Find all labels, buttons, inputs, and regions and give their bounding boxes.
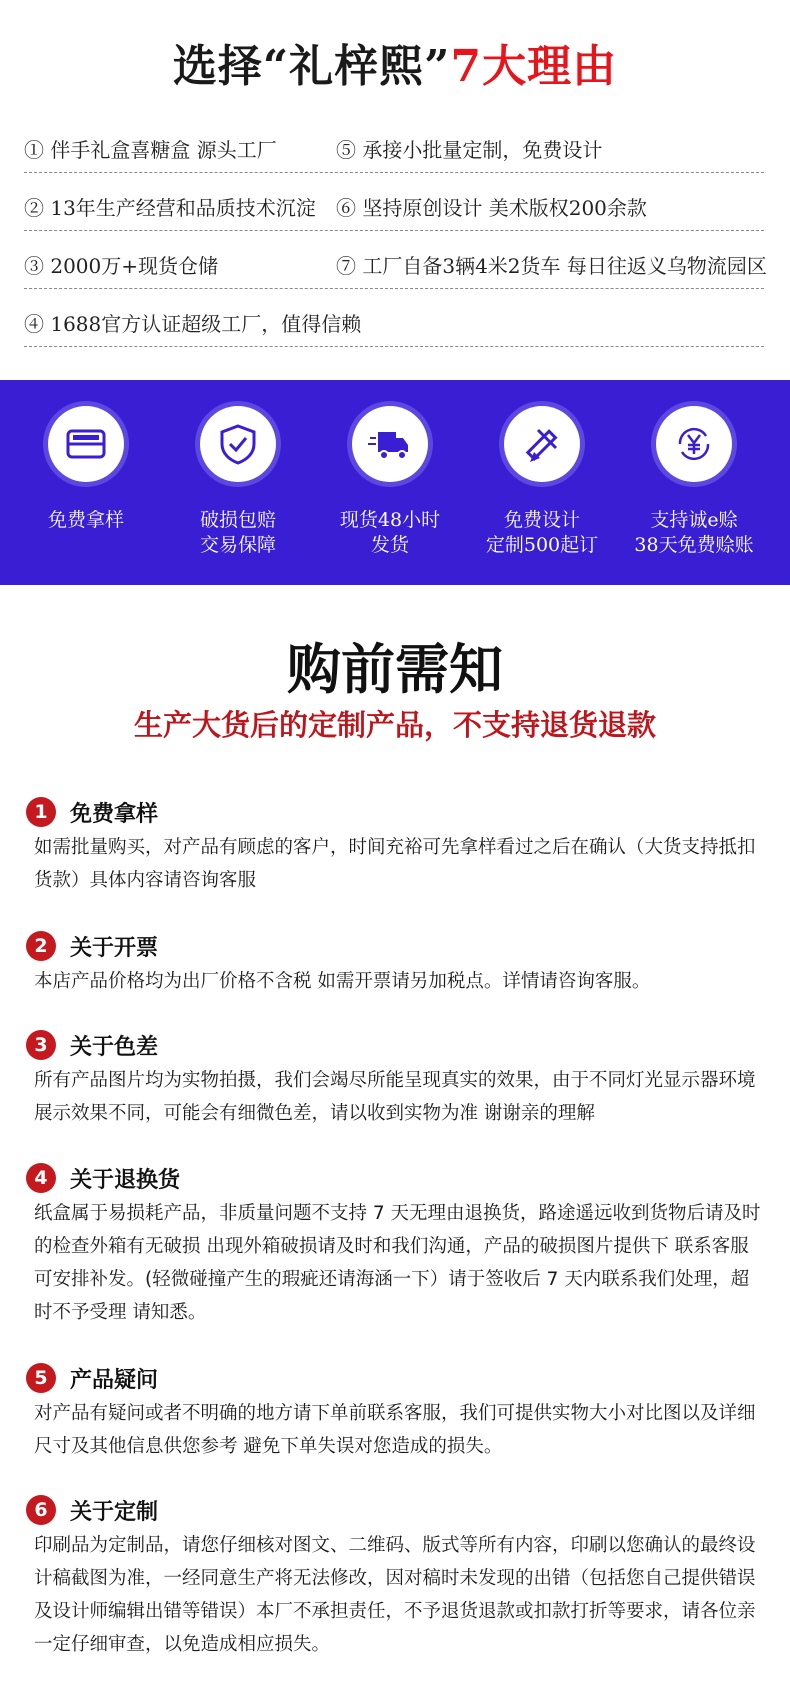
feature-damage-guarantee bbox=[162, 406, 314, 558]
reasons-title bbox=[0, 30, 790, 94]
yuan-cycle-icon bbox=[656, 406, 732, 482]
notice-item-color-diff bbox=[26, 1028, 766, 1130]
reasons-section bbox=[0, 0, 790, 380]
reason-7: ⑦ 工厂自备3辆4米2货车 每日往返义乌物流园区 bbox=[336, 254, 767, 278]
item-title: 关于定制 bbox=[70, 1499, 159, 1525]
notice-item-questions bbox=[26, 1361, 766, 1463]
item-number-badge: 5 bbox=[26, 1363, 56, 1393]
item-title: 关于退换货 bbox=[70, 1167, 181, 1193]
item-number-badge: 6 bbox=[26, 1495, 56, 1525]
item-body: 对产品有疑问或者不明确的地方请下单前联系客服，我们可提供实物大小对比图以及详细尺寸及其他信息供您参考 避免下单失误对您造成的损失。 bbox=[34, 1403, 756, 1457]
item-number-badge: 4 bbox=[26, 1163, 56, 1193]
item-body: 所有产品图片均为实物拍摄，我们会竭尽所能呈现真实的效果，由于不同灯光显示器环境展示效果不同，可能会有细微色差，请以收到实物为准 谢谢亲的理解 bbox=[34, 1070, 756, 1124]
reason-row-3 bbox=[24, 240, 767, 289]
reasons-title-main: 选择“礼梓熙” bbox=[172, 41, 451, 92]
notice-subtitle: 生产大货后的定制产品，不支持退货退款 bbox=[133, 708, 656, 742]
reason-row-4 bbox=[24, 298, 764, 347]
item-body: 印刷品为定制品，请您仔细核对图文、二维码、版式等所有内容，印刷以您确认的最终设计稿截图为准，一经同意生产将无法修改，因对稿时未发现的出错（包括您自己提供错误及设计师编辑出错等错误）本厂不承担责任，不予退货退款或扣款打折等要求，请各位亲一定仔细审查，以免造成相应损失。 bbox=[34, 1535, 756, 1655]
notice-title: 购前需知 bbox=[287, 638, 503, 701]
feature-label-line1: 破损包赔 bbox=[199, 509, 276, 531]
item-title: 免费拿样 bbox=[70, 801, 159, 827]
feature-label-line1: 支持诚e赊 bbox=[650, 509, 738, 531]
item-title: 关于开票 bbox=[70, 935, 159, 961]
item-number-badge: 2 bbox=[26, 931, 56, 961]
notice-section bbox=[0, 585, 790, 1690]
feature-label-line2: 交易保障 bbox=[199, 534, 276, 556]
reason-5: ⑤ 承接小批量定制，免费设计 bbox=[336, 138, 603, 162]
feature-label-line2: 38天免费赊账 bbox=[634, 534, 754, 556]
reason-4: ④ 1688官方认证超级工厂，值得信赖 bbox=[24, 312, 362, 336]
item-number-badge: 1 bbox=[26, 797, 56, 827]
reason-3: ③ 2000万+现货仓储 bbox=[24, 254, 219, 278]
feature-label-line2: 发货 bbox=[370, 534, 409, 556]
item-body: 本店产品价格均为出厂价格不含税 如需开票请另加税点。详情请咨询客服。 bbox=[34, 971, 651, 992]
item-title: 关于色差 bbox=[70, 1034, 159, 1060]
feature-free-design bbox=[466, 406, 618, 558]
reason-6: ⑥ 坚持原创设计 美术版权200余款 bbox=[336, 196, 647, 220]
card-icon bbox=[48, 406, 124, 482]
delivery-truck-icon bbox=[352, 406, 428, 482]
reason-row-1 bbox=[24, 124, 764, 173]
pencil-ruler-icon bbox=[504, 406, 580, 482]
item-number-badge: 3 bbox=[26, 1030, 56, 1060]
notice-item-returns bbox=[26, 1161, 766, 1329]
notice-item-customization bbox=[26, 1493, 766, 1661]
item-title: 产品疑问 bbox=[70, 1367, 159, 1393]
item-body: 纸盒属于易损耗产品，非质量问题不支持 7 天无理由退换货，路途遥远收到货物后请及时的检查外箱有无破损 出现外箱破损请及时和我们沟通，产品的破损图片提供下 联系客服可安排补发。(轻微碰撞产生的瑕疵还请海涵一下）请于签收后 7 天内联系我们处理，超时不予受理 请知悉。 bbox=[34, 1203, 761, 1323]
feature-credit-pay bbox=[618, 406, 770, 558]
feature-free-sample bbox=[10, 406, 162, 533]
feature-label-line1: 免费拿样 bbox=[47, 509, 124, 531]
shield-check-icon bbox=[200, 406, 276, 482]
feature-label-line1: 免费设计 bbox=[503, 509, 580, 531]
notice-item-free-sample bbox=[26, 795, 766, 897]
reason-2: ② 13年生产经营和品质技术沉淀 bbox=[24, 196, 316, 220]
notice-item-invoice bbox=[26, 929, 766, 998]
features-band bbox=[0, 380, 790, 585]
reasons-title-accent: 7大理由 bbox=[450, 41, 618, 92]
reason-row-2 bbox=[24, 182, 764, 231]
feature-label-line1: 现货48小时 bbox=[339, 509, 441, 531]
item-body: 如需批量购买，对产品有顾虑的客户，时间充裕可先拿样看过之后在确认（大货支持抵扣货款）具体内容请咨询客服 bbox=[34, 837, 756, 891]
feature-fast-shipping bbox=[314, 406, 466, 558]
feature-label-line2: 定制500起订 bbox=[485, 534, 599, 556]
reason-1: ① 伴手礼盒喜糖盒 源头工厂 bbox=[24, 138, 277, 162]
